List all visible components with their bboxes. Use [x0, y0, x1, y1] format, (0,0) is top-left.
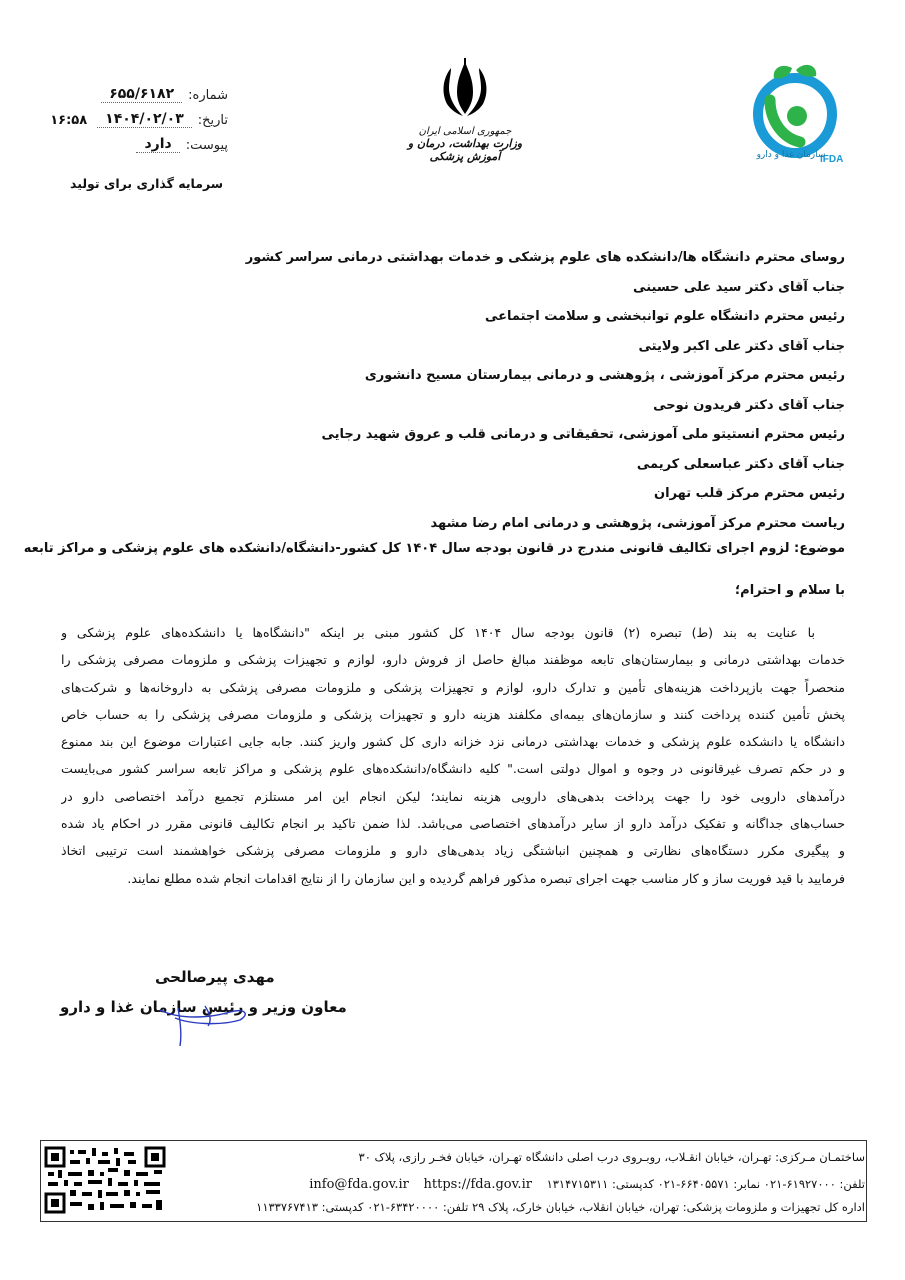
footer-website[interactable]: https://fda.gov.ir	[423, 1177, 532, 1192]
recipient-line: ریاست محترم مرکز آموزشی، پژوهشی و درمانی امام رضا مشهد	[430, 515, 845, 531]
recipient-line: جناب آقای دکتر سید علی حسینی	[633, 279, 845, 295]
letter-attachment-row	[28, 128, 228, 153]
letter-greeting: با سلام و احترام؛	[734, 583, 845, 598]
emblem-ministry-text: وزارت بهداشت، درمان و آموزش پزشکی	[407, 137, 523, 163]
footer-equipment-office: اداره کل تجهیزات و ملزومات پزشکی: تهران، خیابان انقلاب، خیابان خارک، پلاک ۲۹ تلفن: ۶۳۴۲۰۰۰۰-۰۲۱ کدپستی: ۱۱۳۳۷۶۷۴۱۳	[256, 1200, 865, 1214]
recipient-line: رئیس محترم انستیتو ملی آموزشی، تحقیقاتی و درمانی قلب و عروق شهید رجایی	[321, 427, 845, 442]
letter-number: ۶۵۵/۶۱۸۲	[101, 86, 182, 103]
footer-contact	[309, 1177, 865, 1192]
body-line: خدمات بهداشتی درمانی و بیمارستان‌های تابعه موظفند مبالغ حاصل از فروش دارو، لوازم و تجهیزات پزشکی و ملزومات مصرفی پزشکی را	[61, 652, 845, 668]
recipient-line: رئیس محترم مرکز قلب تهران	[654, 486, 845, 501]
footer-phone: تلفن: ۶۱۹۲۷۰۰۰-۰۲۱ نمابر: ۶۶۴۰۵۵۷۱-۰۲۱ کدپستی: ۱۳۱۴۷۱۵۳۱۱	[546, 1177, 865, 1191]
footer-email[interactable]: info@fda.gov.ir	[309, 1177, 409, 1192]
signer-name: مهدی پیرصالحی	[155, 968, 275, 986]
letter-date: ۱۴۰۴/۰۲/۰۳	[97, 111, 192, 128]
recipients-list	[85, 243, 845, 538]
recipient-line: جناب آقای دکتر علی اکبر ولایتی	[638, 338, 845, 354]
body-line: فرمایید با قید فوریت ساز و کار مناسب جهت اجرای تبصره مذکور فراهم گردیده و این سازمان را از نتایج اقدامات انجام شده مطلع نمایند.	[127, 870, 845, 886]
letter-subject: موضوع: لزوم اجرای تکالیف قانونی مندرج در قانون بودجه سال ۱۴۰۴ کل کشور-دانشگاه/دانشکده های علوم پزشکی و مراکز تابعه	[23, 541, 845, 556]
letter-date-label: تاریخ:	[197, 113, 228, 128]
svg-text:IFDA: IFDA	[820, 154, 844, 165]
handwritten-signature-icon	[150, 990, 260, 1050]
footer-address: ساختمـان مـرکزی: تهـران، خیابان انقـلاب، روبـروی درب اصلی دانشگاه تهـران، خیابان فخـر رازی، پلاک ۳۰	[358, 1150, 865, 1164]
body-line: و پیگیری مکرر دستگاه‌های نظارتی و همچنین انباشتگی زیاد بدهی‌های دارو و ملزومات مصرفی پزشکی خواهشمند است ترتیبی اتخاذ	[61, 843, 845, 859]
motto: سرمایه گذاری برای تولید	[70, 176, 224, 191]
letter-meta	[28, 78, 228, 153]
ifda-logo-caption: سازمان غذا و دارو	[756, 150, 826, 160]
letter-attachment-label: پیوست:	[185, 138, 228, 153]
body-line: دانشگاه یا دانشکده علوم پزشکی و خدمات بهداشتی درمانی نزد خزانه داری کل کشور واریز کنند. جابه جایی اعتبارات موضوع این بند ممنوع	[61, 734, 845, 750]
letter-attachment: دارد	[136, 136, 179, 153]
iran-emblem-icon	[435, 58, 495, 120]
body-line: با عنایت به بند (ط) تبصره (۲) قانون بودجه سال ۱۴۰۴ کل کشور مبنی بر اینکه "دانشگاه‌ها یا دانشکده‌های علوم پزشکی و	[61, 625, 816, 640]
signer-title: معاون وزیر و رئیس سازمان غذا و دارو	[60, 998, 347, 1016]
recipient-line: روسای محترم دانشگاه ها/دانشکده های علوم پزشکی و خدمات بهداشتی درمانی سراسر کشور	[245, 250, 845, 265]
body-line: درآمدهای دارویی خود را جهت پرداخت بدهی‌های دارویی هزینه نمایند؛ لیکن انجام این امر مستلزم تجمیع درآمد اختصاصی دارو در	[61, 788, 845, 804]
emblem-country-text: جمهوری اسلامی ایران	[418, 126, 512, 137]
recipient-line: رئیس محترم مرکز آموزشی ، پژوهشی و درمانی بیمارستان مسیح دانشوری	[364, 368, 845, 383]
body-line: حساب‌های جداگانه و تفکیک درآمد دارو از سایر درآمدهای اختصاصی می‌باشد. لذا ضمن تاکید بر انجام تکالیف قانونی مقرر در احکام یاد شده	[61, 816, 845, 832]
letter-time: ۱۶:۵۸	[50, 113, 88, 128]
letter-number-label: شماره:	[188, 88, 228, 103]
letter-date-row	[28, 103, 228, 128]
body-line: پخش تأمین کننده پرداخت کنند و سازمان‌های بیمه‌ای مکلفند هزینه دارو و تجهیزات پزشکی و ملزومات مصرفی پزشکی را به حساب خاص	[61, 706, 845, 722]
recipient-line: رئیس محترم دانشگاه علوم توانبخشی و سلامت اجتماعی	[484, 309, 845, 324]
ministry-emblem	[400, 58, 530, 163]
recipient-line: جناب آقای دکتر عباسعلی کریمی	[636, 456, 845, 472]
body-line: و در حکم تصرف غیرقانونی در وجوه و اموال دولتی است." کلیه دانشگاه/دانشکده‌های علوم پزشکی و مراکز تابعه سراسر کشور می‌بایست	[61, 761, 845, 777]
qr-code-icon	[44, 1146, 166, 1214]
recipient-line: جناب آقای دکتر فریدون نوحی	[653, 397, 845, 413]
letter-body	[61, 619, 845, 892]
letter-number-row	[28, 78, 228, 103]
body-line: منحصراً جهت بازپرداخت هزینه‌های تأمین و تدارک دارو، لوازم و تجهیزات پزشکی و ملزومات مصرفی پزشکی به داروخانه‌ها و شرکت‌های	[61, 679, 845, 695]
